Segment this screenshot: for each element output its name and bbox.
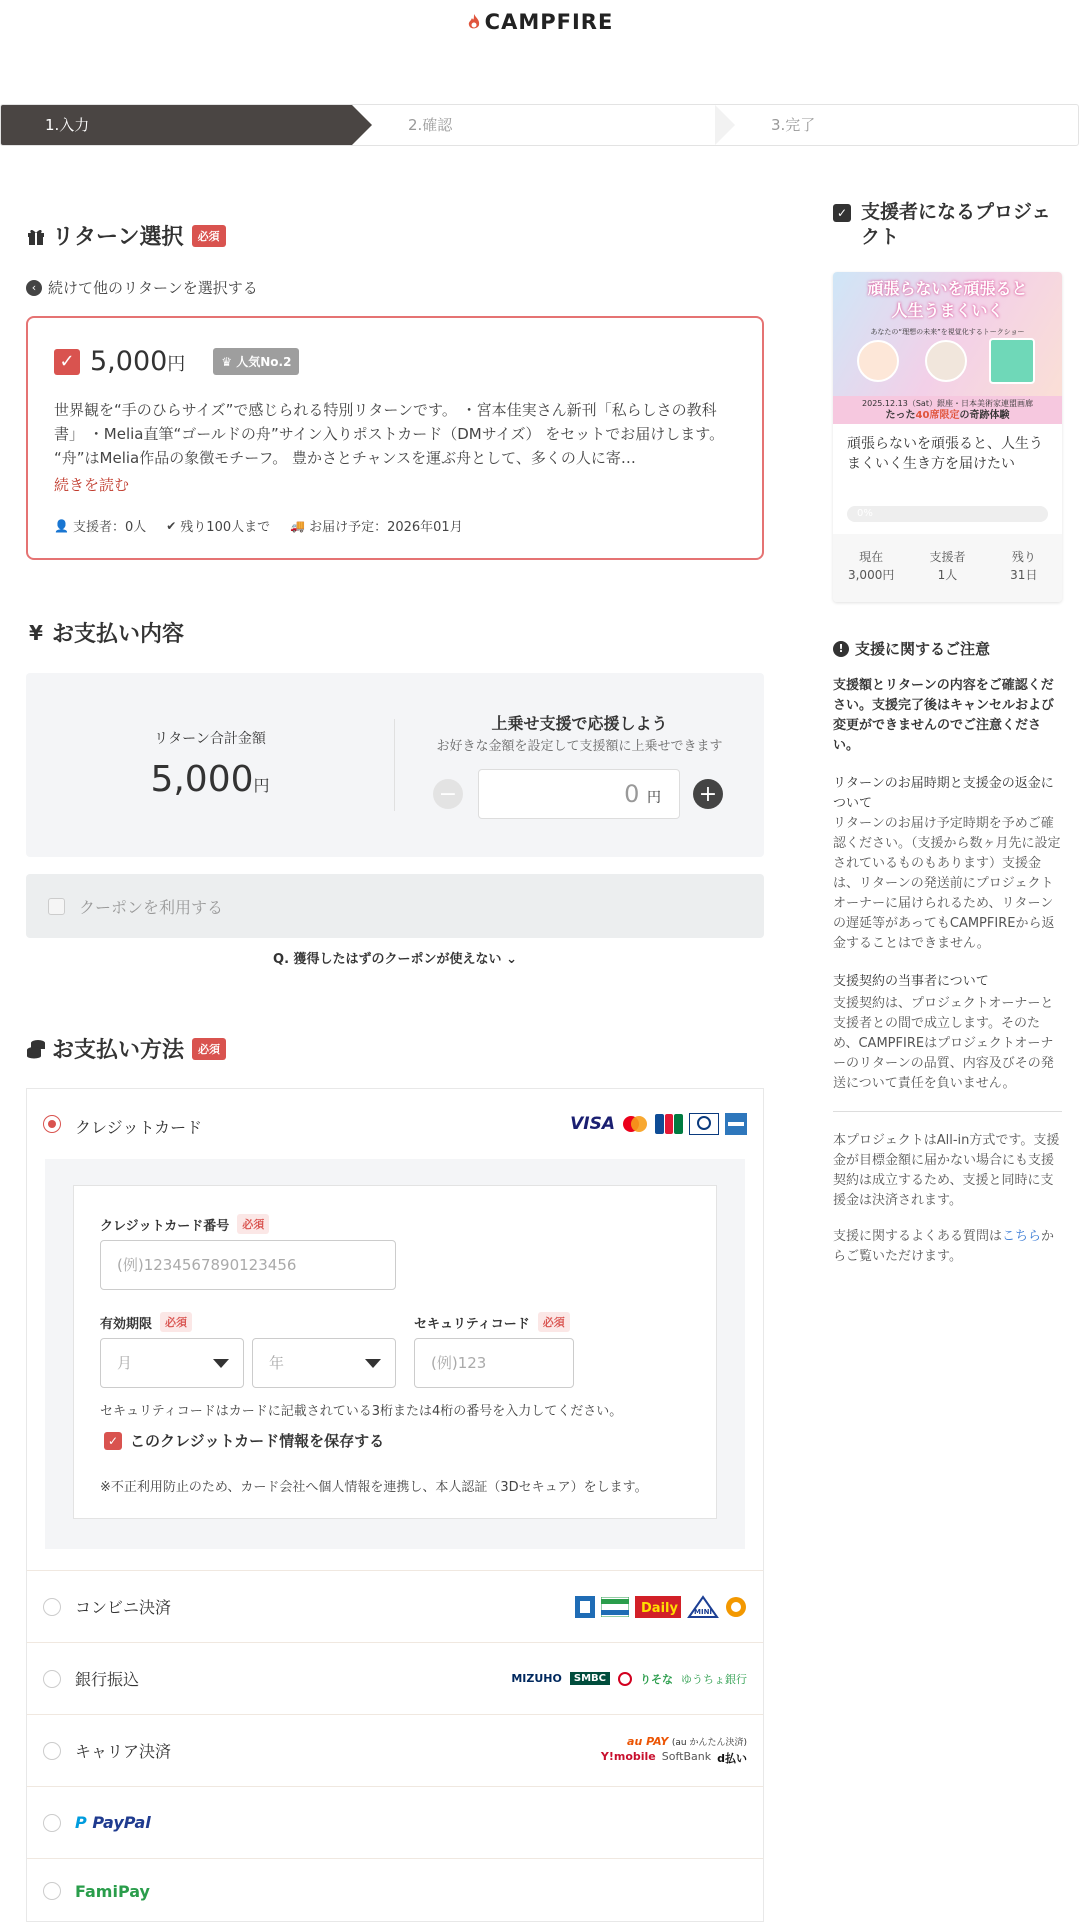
notice-heading-refund: リターンのお届時期と支援金の返金について — [833, 776, 1054, 811]
cvc-note: セキュリティコードはカードに記載されている3桁または4桁の番号を入力してください。 — [100, 1404, 623, 1419]
select-other-return-link[interactable] — [26, 277, 258, 298]
artwork-photo — [989, 338, 1035, 384]
notice-parties-text: 支援契約は、プロジェクトオーナーと支援者との間で成立します。そのため、CAMPFIREはプロジェクトオーナーのリターンの品質、内容及びその発送について責任を負いません。 — [833, 996, 1054, 1091]
project-card[interactable] — [833, 272, 1062, 602]
person-icon: 👤 — [54, 518, 69, 533]
famipay-logo: FamiPay — [75, 1881, 150, 1901]
banner-footer: 2025.12.13（Sat）銀座・日本美術家連盟画廊 たった40席限定の奇跡体験 — [833, 396, 1062, 424]
reward-card[interactable] — [26, 316, 764, 560]
faq-link[interactable]: こちら — [1002, 1229, 1042, 1244]
read-more-link[interactable]: 続きを読む — [54, 476, 130, 494]
lawson-logo — [575, 1596, 595, 1618]
reward-checkbox[interactable]: ✓ — [54, 349, 80, 375]
speaker-photo-2 — [925, 340, 967, 382]
expiry-label: 有効期限 必須 — [100, 1312, 192, 1332]
card-number-input[interactable]: (例)1234567890123456 — [100, 1240, 396, 1290]
coupon-label: クーポンを利用する — [79, 897, 224, 917]
coupon-checkbox[interactable] — [48, 898, 65, 915]
softbank-logo: SoftBank — [661, 1750, 712, 1763]
minus-button[interactable]: − — [433, 779, 463, 809]
divider — [833, 1111, 1062, 1112]
credit-label: クレジットカード — [75, 1118, 203, 1137]
mufg-logo — [618, 1672, 632, 1686]
payment-option-bank[interactable] — [27, 1643, 763, 1715]
project-stats — [833, 534, 1062, 602]
return-title-text: リターン選択 — [52, 225, 184, 250]
aupay-logo: au PAY (au かんたん決済) — [627, 1735, 747, 1748]
daily-logo — [635, 1596, 681, 1618]
delivery-date: 🚚 お届け予定：2026年01月 — [290, 518, 463, 535]
back-link-label: 続けて他のリターンを選択する — [48, 279, 258, 297]
sidebar-title — [833, 200, 1063, 250]
exclamation-icon: ! — [833, 641, 849, 657]
payment-option-famipay[interactable] — [27, 1859, 763, 1922]
truck-icon: 🚚 — [290, 518, 306, 533]
expiry-year-select[interactable]: 年 — [252, 1338, 396, 1388]
total-label: リターン合計金額 — [154, 731, 266, 747]
konbini-radio[interactable] — [43, 1598, 61, 1616]
carrier-logos — [601, 1735, 747, 1766]
card-number-label: クレジットカード番号 必須 — [100, 1214, 269, 1234]
notice-refund-text: リターンのお届け予定時期を予めご確認ください。（支援から数ヶ月先に設定されているものもあります）支援金は、リターンの発送前にプロジェクトオーナーに届けられるため、リターンの遅延等があってもCAMPFIREから返金することはできません。 — [833, 816, 1061, 951]
payment-method-list — [26, 1088, 764, 1922]
check-square-icon: ✓ — [833, 204, 851, 222]
konbini-logos — [575, 1595, 747, 1619]
paypal-radio[interactable] — [43, 1814, 61, 1832]
diners-logo — [689, 1113, 719, 1135]
logo-text: CAMPFIRE — [484, 10, 614, 34]
required-badge: 必須 — [192, 225, 226, 247]
payment-amount-title — [26, 617, 184, 648]
reward-price: 5,000円 — [90, 346, 186, 377]
funding-progress-bar: 0% — [847, 506, 1048, 522]
coupon-faq-link[interactable]: Q. 獲得したはずのクーポンが使えない ⌄ — [273, 952, 517, 967]
step-input: 1.入力 — [1, 105, 352, 145]
konbini-label: コンビニ決済 — [75, 1598, 172, 1617]
3d-secure-note: ※不正利用防止のため、カード会社へ個人情報を連携し、本人認証（3Dセキュア）をします。 — [100, 1480, 648, 1495]
card-brand-logos — [570, 1113, 747, 1135]
faq-note: 支援に関するよくある質問はこちらからご覧いただけます。 — [833, 1229, 1055, 1264]
project-banner-image — [833, 272, 1062, 424]
coins-icon — [26, 1039, 46, 1059]
payment-option-paypal[interactable] — [27, 1787, 763, 1859]
chevron-left-icon: ‹ — [26, 280, 42, 296]
project-title[interactable]: 頑張らないを頑張ると、人生うまくいく生き方を届けたい — [847, 436, 1043, 472]
flame-icon — [467, 13, 481, 31]
save-card-toggle[interactable] — [104, 1430, 384, 1451]
smbc-logo: SMBC — [570, 1672, 610, 1685]
popularity-badge: ♛ 人気No.2 — [213, 348, 299, 375]
coupon-toggle[interactable] — [26, 874, 764, 938]
yucho-logo: ゆうちょ銀行 — [681, 1672, 747, 1686]
chevron-down-icon: ⌄ — [506, 952, 517, 967]
progress-steps — [0, 104, 1079, 146]
cvc-input[interactable]: (例)123 — [414, 1338, 574, 1388]
amount-box — [26, 673, 764, 857]
dropdown-arrow-icon — [365, 1359, 381, 1368]
remaining-count: ✔ 残り100人まで — [166, 518, 271, 535]
expiry-month-select[interactable]: 月 — [100, 1338, 244, 1388]
dropdown-arrow-icon — [213, 1359, 229, 1368]
required-badge: 必須 — [192, 1038, 226, 1060]
gift-icon — [26, 226, 46, 246]
return-section-title — [26, 220, 226, 251]
ymobile-logo: Y!mobile — [600, 1750, 656, 1763]
reward-description: 世界観を“手のひらサイズ”で感じられる特別リターンです。 ・宮本佳実さん新刊「私らしさの教科書」 ・Melia直筆“ゴールドの舟”サイン入りポストカード（DMサイズ） をセットでお届けします。 “舟”はMelia作品の象徴モチーフ。 豊かさとチャンスを運ぶ舟として、多くの人に寄… — [54, 401, 725, 467]
notice-lead: 支援額とリターンの内容をご確認ください。支援完了後はキャンセルおよび変更ができませんのでご注意ください。 — [833, 678, 1055, 753]
plus-support-title: 上乗せ支援で応援しよう — [491, 714, 668, 733]
step-complete: 3.完了 — [715, 105, 1078, 145]
yen-icon: ¥ — [29, 620, 43, 645]
resona-logo: りそな — [640, 1672, 673, 1686]
payment-method-title-text: お支払い方法 — [52, 1038, 185, 1063]
bank-logos — [511, 1671, 747, 1687]
seicomart-logo — [725, 1596, 747, 1618]
save-card-checkbox[interactable]: ✓ — [104, 1432, 122, 1450]
plus-support-sub: お好きな金額を設定して支援額に上乗せできます — [436, 739, 723, 754]
check-circle-icon: ✔ — [166, 518, 177, 533]
speaker-photo-1 — [857, 340, 899, 382]
banner-headline: 頑張らないを頑張ると 人生うまくいく — [867, 279, 1028, 320]
credit-form-area — [45, 1159, 745, 1549]
bank-label: 銀行振込 — [75, 1670, 140, 1689]
plus-button[interactable]: + — [693, 779, 723, 809]
total-value: 5,000円 — [150, 759, 270, 800]
allin-note: 本プロジェクトはAll-in方式です。支援金が目標金額に届かない場合にも支援契約は成立するため、支援と同時に支援金は決済されます。 — [833, 1133, 1060, 1208]
reward-meta — [54, 516, 463, 535]
svg-text:Daily: Daily — [641, 1600, 678, 1616]
mastercard-logo — [621, 1115, 649, 1133]
carrier-radio[interactable] — [43, 1742, 61, 1760]
payment-amount-title-text: お支払い内容 — [52, 622, 185, 647]
payment-method-title — [26, 1033, 226, 1064]
notice-heading-parties: 支援契約の当事者について — [833, 974, 989, 989]
paypal-logo: P PayPal — [75, 1813, 151, 1832]
notice-title: ! 支援に関するご注意 — [833, 638, 990, 659]
credit-radio[interactable] — [43, 1115, 61, 1133]
cvc-label: セキュリティコード 必須 — [414, 1312, 570, 1332]
stat-supporters: 支援者 1人 — [929, 550, 966, 582]
amex-logo — [725, 1113, 747, 1135]
payment-option-carrier[interactable] — [27, 1715, 763, 1787]
famipay-radio[interactable] — [43, 1882, 61, 1900]
svg-text:MINI: MINI — [694, 1607, 713, 1616]
sidebar-title-text: 支援者になるプロジェクト — [861, 201, 1051, 248]
save-card-label: このクレジットカード情報を保存する — [130, 1432, 385, 1450]
step-confirm: 2.確認 — [352, 105, 715, 145]
stat-current: 現在 3,000円 — [847, 550, 895, 582]
jcb-logo — [655, 1114, 683, 1134]
dbarai-logo: d払い — [717, 1752, 747, 1765]
campfire-logo[interactable] — [0, 10, 1080, 34]
visa-logo: VISA — [570, 1114, 615, 1134]
payment-option-credit[interactable] — [27, 1089, 763, 1571]
banner-tagline: あなたの“理想の未来”を視覚化するトークショー — [870, 328, 1025, 336]
familymart-logo — [601, 1597, 629, 1617]
bank-radio[interactable] — [43, 1670, 61, 1688]
mizuho-logo: MIZUHO — [511, 1672, 562, 1685]
plus-amount-input[interactable]: 0 円 — [478, 769, 680, 819]
supporters-count: 👤 支援者：0人 — [54, 518, 147, 535]
carrier-label: キャリア決済 — [75, 1742, 172, 1761]
stat-remaining: 残り 31日 — [1010, 550, 1038, 582]
payment-option-konbini[interactable] — [27, 1571, 763, 1643]
ministop-logo — [687, 1595, 719, 1619]
credit-form — [73, 1185, 717, 1519]
